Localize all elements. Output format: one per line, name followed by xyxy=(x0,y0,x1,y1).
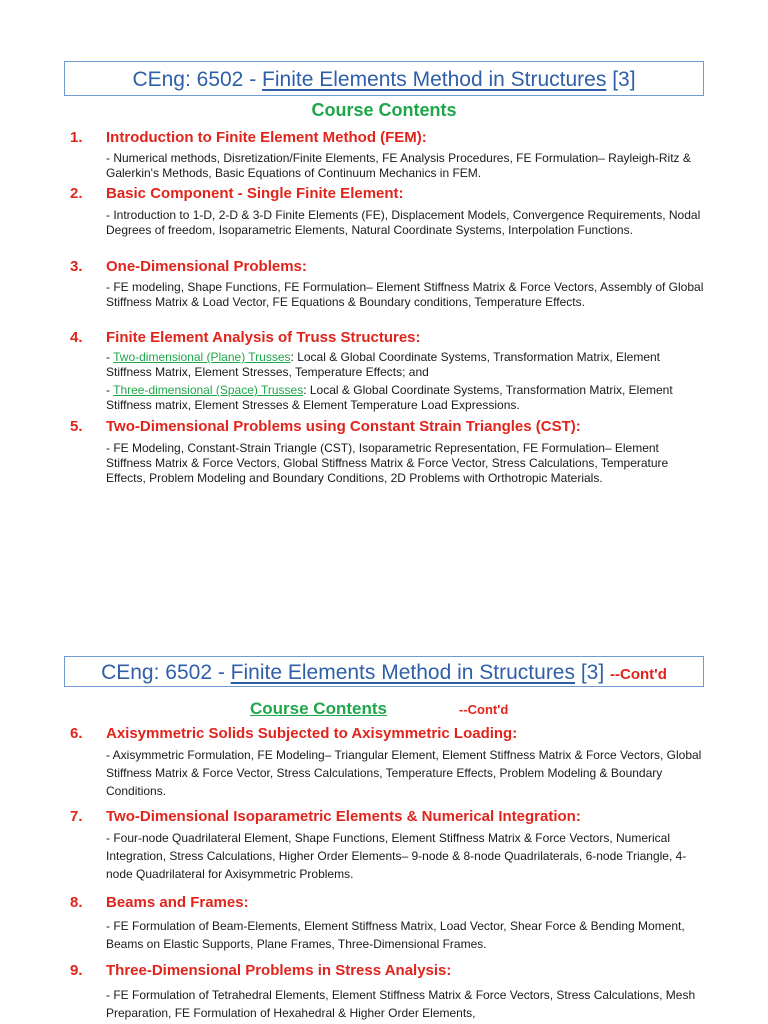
item-description: - FE modeling, Shape Functions, FE Formulation– Element Stiffness Matrix & Force Vectors, Assembly of Global Stiffness Matrix & Load Vector, FE Equations & Boundary conditions, Temperature Effects. xyxy=(106,280,704,309)
title-code: CEng: 6502 - xyxy=(101,661,231,684)
item-description: - FE Formulation of Beam-Elements, Element Stiffness Matrix, Load Vector, Shear Force & Bending Moment, Beams on Elastic Supports, Plane Frames, Three-Dimensional Frames. xyxy=(106,919,685,951)
page-title xyxy=(64,656,704,687)
title-code: CEng: 6502 - xyxy=(132,68,263,91)
item-description: - Introduction to 1-D, 2-D & 3-D Finite Elements (FE), Displacement Models, Convergence Requirements, Nodal Degrees of freedom, Isoparametric Elements, Natural Coordinate Systems, Interpolation Functions. xyxy=(106,208,701,237)
item-number: 9. xyxy=(70,962,83,979)
item-number: 8. xyxy=(70,894,83,911)
item-heading: Two-Dimensional Problems using Constant Strain Triangles (CST): xyxy=(106,418,581,435)
item-heading: Introduction to Finite Element Method (FEM): xyxy=(106,129,427,146)
title-credits: [3] xyxy=(575,661,611,684)
item-number: 3. xyxy=(70,258,83,275)
space-trusses-link[interactable]: Three-dimensional (Space) Trusses xyxy=(113,383,304,397)
item-number: 2. xyxy=(70,185,83,202)
item-number: 1. xyxy=(70,129,83,146)
plane-trusses-link[interactable]: Two-dimensional (Plane) Trusses xyxy=(113,350,291,364)
item-number: 5. xyxy=(70,418,83,435)
title-course-name: Finite Elements Method in Structures xyxy=(230,661,575,684)
item-description: - Four-node Quadrilateral Element, Shape Functions, Element Stiffness Matrix & Force Vectors, Numerical Integration, Stress Calculations, Higher Order Elements– 9-node & 8-node Quadrilaterals, 6-node Triangle, 4-node Quadrilateral for Axisymmetric Problems. xyxy=(106,831,687,881)
page-title xyxy=(64,61,704,96)
item-description: - FE Modeling, Constant-Strain Triangle (CST), Isoparametric Representation, FE Formulation– Element Stiffness Matrix & Force Vectors, Global Stiffness Matrix & Force Vector, Stress Calculations, Temperature Effects, Problem Modeling and Boundary Conditions, 2D Problems with Orthotropic Materials. xyxy=(106,441,669,485)
item-heading: Basic Component - Single Finite Element: xyxy=(106,185,404,202)
item-heading: One-Dimensional Problems: xyxy=(106,258,307,275)
title-contd: --Cont'd xyxy=(610,666,667,683)
course-contents-heading: Course Contents xyxy=(311,100,457,120)
title-course-name: Finite Elements Method in Structures xyxy=(262,68,607,91)
course-contents-heading xyxy=(250,699,387,719)
item-description: - FE Formulation of Tetrahedral Elements, Element Stiffness Matrix & Force Vectors, Stress Calculations, Mesh Preparation, FE Formulation of Hexahedral & Higher Order Elements, xyxy=(106,988,696,1020)
dash: - xyxy=(106,350,114,364)
dash: - xyxy=(106,383,114,397)
title-credits: [3] xyxy=(606,68,636,91)
description-line xyxy=(106,350,706,380)
item-description: - Numerical methods, Disretization/Finite Elements, FE Analysis Procedures, FE Formulation– Rayleigh-Ritz & Galerkin's Methods, Basic Equations of Continuum Mechanics in FEM. xyxy=(106,151,691,180)
item-number: 7. xyxy=(70,808,83,825)
item-number: 6. xyxy=(70,725,83,742)
course-contents-text: Course Contents xyxy=(250,699,387,718)
item-description xyxy=(106,350,706,413)
item-number: 4. xyxy=(70,329,83,346)
item-heading: Finite Element Analysis of Truss Structures: xyxy=(106,329,421,346)
description-text: : Local & Global Coordinate Systems, Transformation Matrix, Element Stiffness Matrix, Element Stresses, Temperature Effects; and xyxy=(106,350,661,379)
description-text: : Local & Global Coordinate Systems, Transformation Matrix, Element Stiffness matrix, Element Stresses & Element Temperature Load Expressions. xyxy=(106,383,673,412)
item-heading: Two-Dimensional Isoparametric Elements & Numerical Integration: xyxy=(106,808,581,825)
item-heading: Three-Dimensional Problems in Stress Analysis: xyxy=(106,962,452,979)
description-line xyxy=(106,383,706,413)
item-description: - Axisymmetric Formulation, FE Modeling– Triangular Element, Element Stiffness Matrix & Force Vectors, Global Stiffness Matrix & Force Vector, Stress Calculations, Temperature Effects, Problem Modeling & Boundary Conditions. xyxy=(106,748,702,798)
item-heading: Axisymmetric Solids Subjected to Axisymmetric Loading: xyxy=(106,725,518,742)
course-contents-contd: --Cont'd xyxy=(459,702,509,717)
item-heading: Beams and Frames: xyxy=(106,894,249,911)
